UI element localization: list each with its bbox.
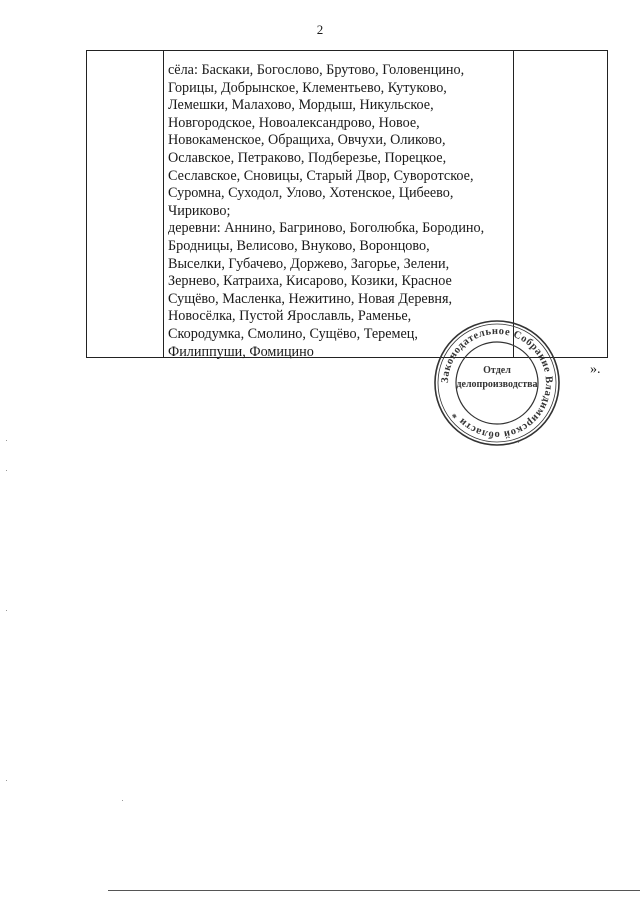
stamp-department <box>456 364 538 392</box>
scan-speck <box>6 780 7 781</box>
text-line: Выселки, Губачево, Доржево, Загорье, Зелени, <box>168 255 450 272</box>
settlements-cell <box>168 62 516 361</box>
text-line: Новосёлка, Пустой Ярославль, Раменье, <box>168 308 412 325</box>
scan-speck <box>122 800 123 801</box>
text-line: Суромна, Суходол, Улово, Хотенское, Цибеево, <box>168 185 454 202</box>
page-number: 2 <box>316 22 324 37</box>
scan-speck <box>6 440 7 441</box>
table-column-divider <box>163 51 164 357</box>
text-line: Новокаменское, Обращиха, Овчухи, Оликово, <box>168 132 446 149</box>
text-line: сёла: Баскаки, Богослово, Брутово, Головенцино, <box>168 62 465 78</box>
text-line: Сеславское, Сновицы, Старый Двор, Суворотское, <box>168 167 474 184</box>
text-line: Ославское, Петраково, Подберезье, Порецкое, <box>168 149 447 166</box>
text-line: Сущёво, Масленка, Нежитино, Новая Деревня, <box>168 290 453 307</box>
scan-speck <box>6 610 7 611</box>
text-line: деревни: Аннино, Багриново, Боголюбка, Бородино, <box>168 220 485 237</box>
stamp-dept-line: Отдел <box>483 365 511 376</box>
closing-quote: ». <box>590 362 601 377</box>
text-line: Новгородское, Новоалександрово, Новое, <box>168 114 420 131</box>
scan-speck <box>6 470 7 471</box>
scan-speck <box>518 442 519 443</box>
text-line: Скородумка, Смолино, Сущёво, Теремец, <box>168 325 418 342</box>
text-line: Филиппуши, Фомицино <box>168 343 314 360</box>
text-line: Горицы, Добрынское, Клементьево, Кутуково, <box>168 79 447 96</box>
stamp-ring-text: Законодательное Собрание Владимирской области * <box>439 325 555 441</box>
footer-rule <box>108 890 640 891</box>
text-line: Зернево, Катраиха, Кисарово, Козики, Красное <box>168 273 452 290</box>
stamp-dept-line: делопроизводства <box>456 379 538 390</box>
text-line: Лемешки, Малахово, Мордыш, Никульское, <box>168 97 434 114</box>
official-stamp <box>432 318 562 448</box>
text-line: Бродницы, Велисово, Внуково, Воронцово, <box>168 237 430 254</box>
settlements-table <box>86 50 608 358</box>
text-line: Чириково; <box>168 202 231 219</box>
